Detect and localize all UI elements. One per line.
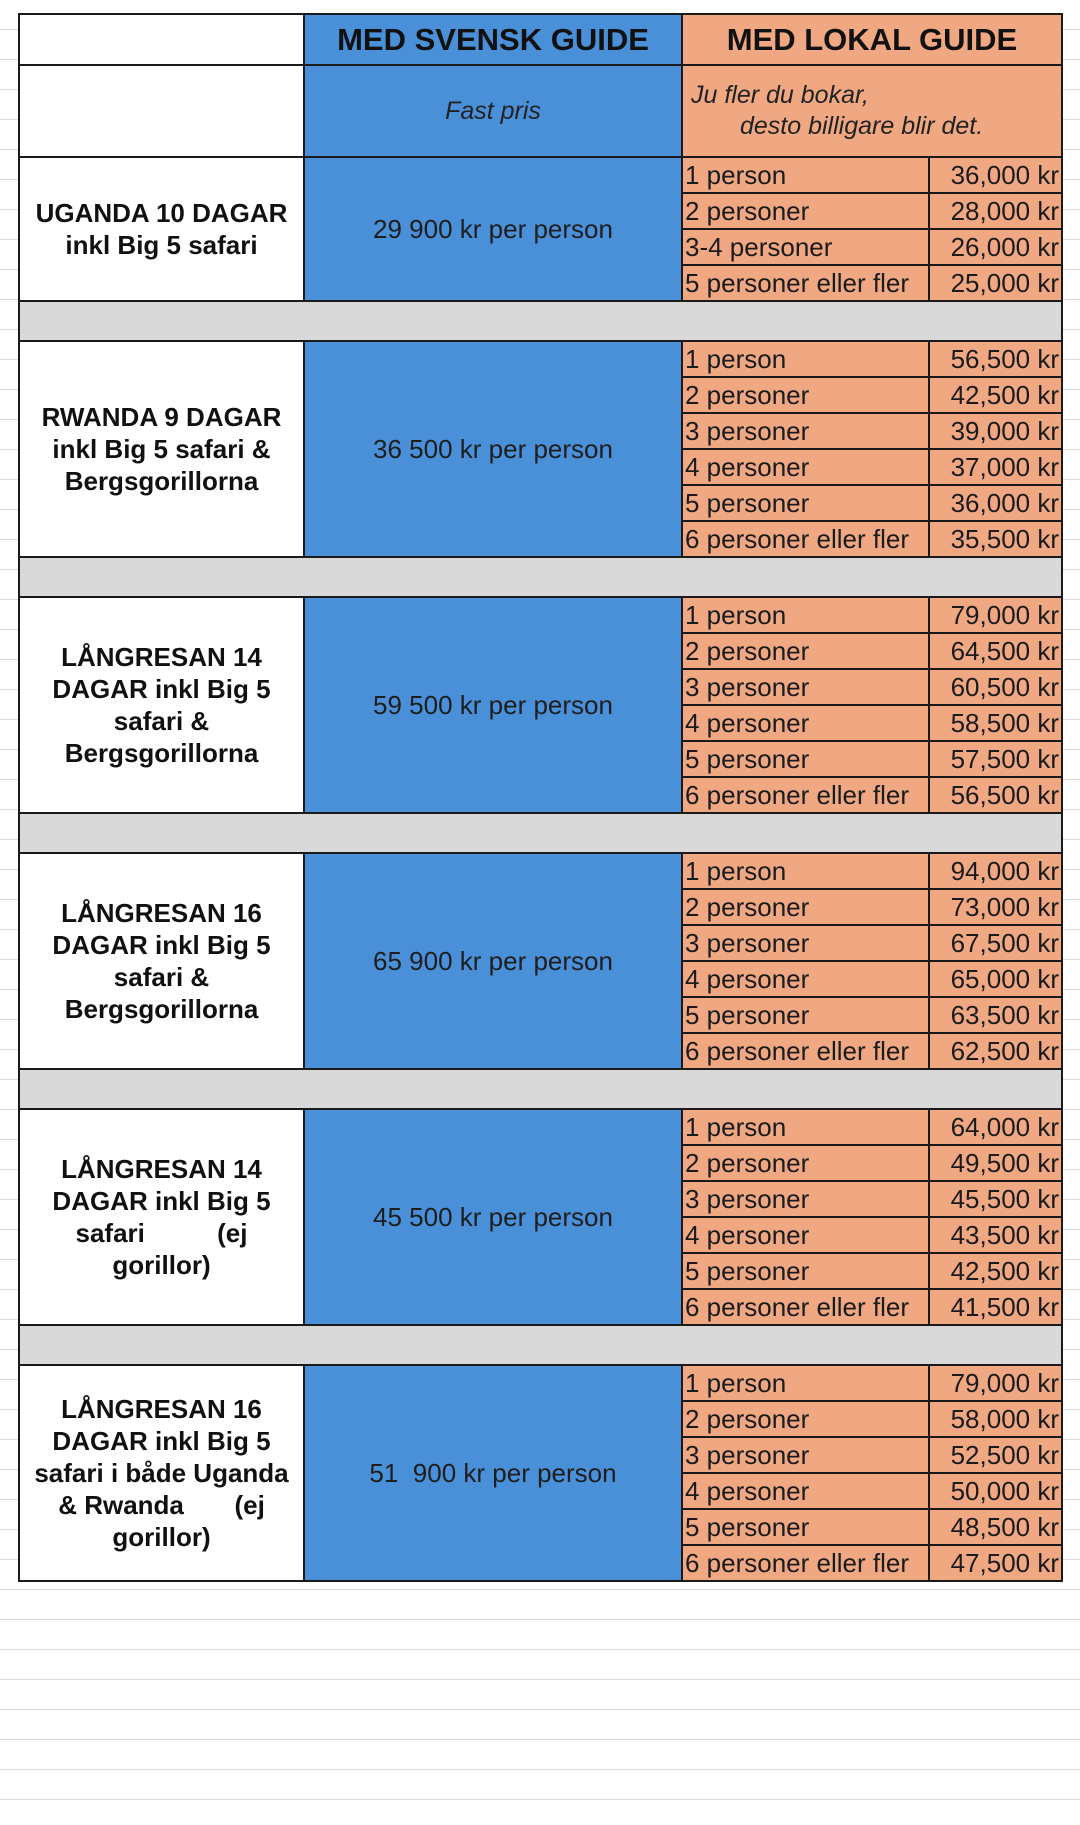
- trip-name-line: Bergsgorillorna: [64, 738, 259, 768]
- separator-cell: [19, 557, 1062, 597]
- trip-name-line: safari &: [113, 962, 210, 992]
- group-size-cell: 5 personer eller fler: [682, 265, 929, 301]
- group-size-cell: 2 personer: [682, 193, 929, 229]
- group-size-cell: 6 personer eller fler: [682, 521, 929, 557]
- local-guide-price-cell: 52,500 kr: [929, 1437, 1062, 1473]
- trip-name-line: inkl Big 5 safari: [65, 230, 258, 260]
- local-guide-price-cell: 25,000 kr: [929, 265, 1062, 301]
- group-size-cell: 5 personer: [682, 741, 929, 777]
- trip-name-cell: [19, 1109, 304, 1325]
- local-guide-header: MED LOKAL GUIDE: [682, 14, 1062, 65]
- group-size-cell: 6 personer eller fler: [682, 777, 929, 813]
- local-guide-price-cell: 65,000 kr: [929, 961, 1062, 997]
- volume-discount-note: [682, 65, 1062, 157]
- local-guide-price-cell: 42,500 kr: [929, 1253, 1062, 1289]
- group-size-cell: 6 personer eller fler: [682, 1289, 929, 1325]
- local-guide-price-cell: 37,000 kr: [929, 449, 1062, 485]
- group-size-cell: 4 personer: [682, 705, 929, 741]
- trip-name-line: DAGAR inkl Big 5: [52, 1426, 271, 1456]
- local-guide-price-cell: 47,500 kr: [929, 1545, 1062, 1581]
- separator-cell: [19, 1069, 1062, 1109]
- group-size-cell: 6 personer eller fler: [682, 1033, 929, 1069]
- trip-name-cell: [19, 1365, 304, 1581]
- group-size-cell: 5 personer: [682, 1509, 929, 1545]
- local-guide-price-cell: 58,000 kr: [929, 1401, 1062, 1437]
- tier-row: [19, 597, 1062, 633]
- local-guide-price-cell: 49,500 kr: [929, 1145, 1062, 1181]
- volume-discount-line-2: desto billigare blir det.: [740, 112, 984, 140]
- group-size-cell: 2 personer: [682, 1401, 929, 1437]
- trip-name-line: Bergsgorillorna: [64, 466, 259, 496]
- group-size-cell: 4 personer: [682, 1473, 929, 1509]
- trip-name-cell: [19, 853, 304, 1069]
- trip-name-line: safari (ej: [75, 1218, 248, 1248]
- group-size-cell: 3 personer: [682, 1181, 929, 1217]
- swedish-guide-price: 65 900 kr per person: [304, 853, 682, 1069]
- local-guide-price-cell: 45,500 kr: [929, 1181, 1062, 1217]
- trip-name-line: LÅNGRESAN 14: [61, 642, 262, 672]
- separator-cell: [19, 1325, 1062, 1365]
- trip-separator: [19, 557, 1062, 597]
- group-size-cell: 6 personer eller fler: [682, 1545, 929, 1581]
- group-size-cell: 1 person: [682, 341, 929, 377]
- local-guide-price-cell: 39,000 kr: [929, 413, 1062, 449]
- group-size-cell: 4 personer: [682, 1217, 929, 1253]
- separator-cell: [19, 813, 1062, 853]
- swedish-guide-price: 51 900 kr per person: [304, 1365, 682, 1581]
- swedish-guide-header: MED SVENSK GUIDE: [304, 14, 682, 65]
- group-size-cell: 1 person: [682, 853, 929, 889]
- local-guide-price-cell: 57,500 kr: [929, 741, 1062, 777]
- trip-name-line: safari i både Uganda: [34, 1458, 289, 1488]
- group-size-cell: 1 person: [682, 1109, 929, 1145]
- tier-row: [19, 1365, 1062, 1401]
- group-size-cell: 4 personer: [682, 449, 929, 485]
- swedish-guide-price: 29 900 kr per person: [304, 157, 682, 301]
- trip-name-line: inkl Big 5 safari &: [52, 434, 271, 464]
- group-size-cell: 3 personer: [682, 669, 929, 705]
- swedish-guide-price: 59 500 kr per person: [304, 597, 682, 813]
- local-guide-price-cell: 36,000 kr: [929, 157, 1062, 193]
- trip-name-line: safari &: [113, 706, 210, 736]
- local-guide-price-cell: 79,000 kr: [929, 597, 1062, 633]
- local-guide-price-cell: 62,500 kr: [929, 1033, 1062, 1069]
- trip-name-line: LÅNGRESAN 14: [61, 1154, 262, 1184]
- local-guide-price-cell: 73,000 kr: [929, 889, 1062, 925]
- trip-name-cell: [19, 157, 304, 301]
- local-guide-price-cell: 60,500 kr: [929, 669, 1062, 705]
- header-row: [19, 14, 1062, 65]
- subheader-blank-cell: [19, 65, 304, 157]
- group-size-cell: 4 personer: [682, 961, 929, 997]
- trip-separator: [19, 301, 1062, 341]
- local-guide-price-cell: 94,000 kr: [929, 853, 1062, 889]
- group-size-cell: 2 personer: [682, 1145, 929, 1181]
- trip-name-line: DAGAR inkl Big 5: [52, 930, 271, 960]
- local-guide-price-cell: 64,000 kr: [929, 1109, 1062, 1145]
- tier-row: [19, 853, 1062, 889]
- trip-name-line: DAGAR inkl Big 5: [52, 1186, 271, 1216]
- local-guide-price-cell: 35,500 kr: [929, 521, 1062, 557]
- group-size-cell: 1 person: [682, 157, 929, 193]
- trip-separator: [19, 1325, 1062, 1365]
- group-size-cell: 1 person: [682, 597, 929, 633]
- local-guide-price-cell: 56,500 kr: [929, 777, 1062, 813]
- local-guide-price-cell: 36,000 kr: [929, 485, 1062, 521]
- trip-name-line: LÅNGRESAN 16: [61, 1394, 262, 1424]
- header-blank-cell: [19, 14, 304, 65]
- trip-name-line: gorillor): [112, 1250, 211, 1280]
- group-size-cell: 3 personer: [682, 925, 929, 961]
- local-guide-price-cell: 63,500 kr: [929, 997, 1062, 1033]
- local-guide-price-cell: 41,500 kr: [929, 1289, 1062, 1325]
- group-size-cell: 3-4 personer: [682, 229, 929, 265]
- trip-name-cell: [19, 341, 304, 557]
- fixed-price-note: Fast pris: [304, 65, 682, 157]
- group-size-cell: 2 personer: [682, 377, 929, 413]
- group-size-cell: 5 personer: [682, 997, 929, 1033]
- trip-separator: [19, 1069, 1062, 1109]
- local-guide-price-cell: 26,000 kr: [929, 229, 1062, 265]
- tier-row: [19, 341, 1062, 377]
- trip-separator: [19, 813, 1062, 853]
- volume-discount-line-1: Ju fler du bokar,: [691, 81, 869, 109]
- group-size-cell: 3 personer: [682, 413, 929, 449]
- local-guide-price-cell: 64,500 kr: [929, 633, 1062, 669]
- group-size-cell: 5 personer: [682, 1253, 929, 1289]
- local-guide-price-cell: 56,500 kr: [929, 341, 1062, 377]
- trip-name-line: DAGAR inkl Big 5: [52, 674, 271, 704]
- local-guide-price-cell: 67,500 kr: [929, 925, 1062, 961]
- tier-row: [19, 1109, 1062, 1145]
- subheader-row: [19, 65, 1062, 157]
- trip-name-line: UGANDA 10 DAGAR: [35, 198, 288, 228]
- trip-name-line: gorillor): [112, 1522, 211, 1552]
- trip-name-cell: [19, 597, 304, 813]
- tier-row: [19, 157, 1062, 193]
- trip-name-line: RWANDA 9 DAGAR: [41, 402, 282, 432]
- trip-name-line: & Rwanda (ej: [58, 1490, 265, 1520]
- group-size-cell: 2 personer: [682, 633, 929, 669]
- local-guide-price-cell: 28,000 kr: [929, 193, 1062, 229]
- local-guide-price-cell: 48,500 kr: [929, 1509, 1062, 1545]
- swedish-guide-price: 36 500 kr per person: [304, 341, 682, 557]
- trip-name-line: LÅNGRESAN 16: [61, 898, 262, 928]
- local-guide-price-cell: 58,500 kr: [929, 705, 1062, 741]
- trip-name-line: Bergsgorillorna: [64, 994, 259, 1024]
- local-guide-price-cell: 43,500 kr: [929, 1217, 1062, 1253]
- group-size-cell: 3 personer: [682, 1437, 929, 1473]
- local-guide-price-cell: 79,000 kr: [929, 1365, 1062, 1401]
- group-size-cell: 1 person: [682, 1365, 929, 1401]
- group-size-cell: 5 personer: [682, 485, 929, 521]
- separator-cell: [19, 301, 1062, 341]
- swedish-guide-price: 45 500 kr per person: [304, 1109, 682, 1325]
- group-size-cell: 2 personer: [682, 889, 929, 925]
- local-guide-price-cell: 50,000 kr: [929, 1473, 1062, 1509]
- local-guide-price-cell: 42,500 kr: [929, 377, 1062, 413]
- price-table: [18, 13, 1063, 1582]
